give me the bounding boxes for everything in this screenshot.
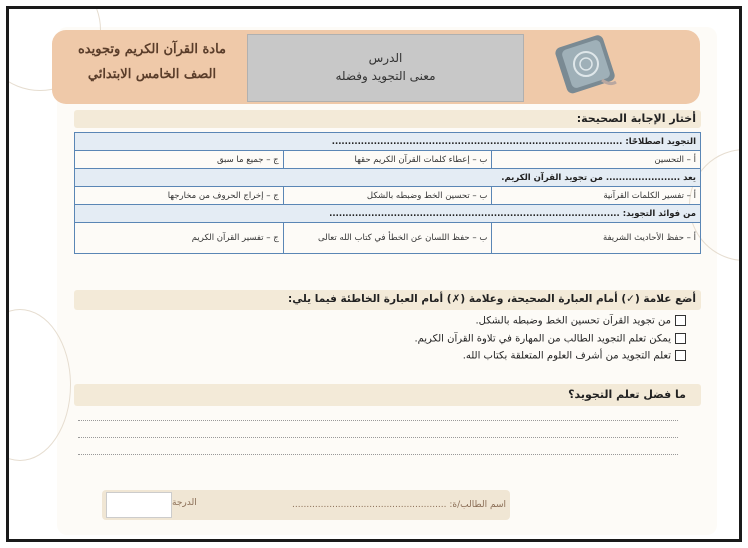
grade-level: الصف الخامس الابتدائي bbox=[87, 67, 217, 82]
checkbox[interactable] bbox=[675, 333, 686, 344]
true-false-item bbox=[414, 333, 686, 345]
answer-option[interactable]: أ – تفسير الكلمات القرآنية bbox=[492, 187, 701, 205]
answer-option[interactable]: ب – إعطاء كلمات القرآن الكريم حقها bbox=[283, 151, 492, 169]
question-stem: التجويد اصطلاحًا: .......................................................................................... bbox=[75, 133, 701, 151]
true-false-item bbox=[463, 350, 686, 362]
checkbox[interactable] bbox=[675, 350, 686, 361]
quran-book-icon bbox=[554, 34, 618, 94]
grade-box[interactable] bbox=[106, 492, 172, 518]
mcq-table bbox=[74, 132, 701, 254]
lesson-label: الدرس bbox=[368, 51, 403, 65]
student-name-field[interactable]: اسم الطالب/ة: ...................................................... bbox=[292, 500, 506, 510]
lesson-title-box bbox=[247, 34, 524, 102]
answer-line[interactable] bbox=[78, 420, 678, 421]
answer-line[interactable] bbox=[78, 437, 678, 438]
statement-text: يمكن تعلم التجويد الطالب من المهارة في تلاوة القرآن الكريم. bbox=[414, 333, 671, 345]
answer-option[interactable]: أ – حفظ الأحاديث الشريفة bbox=[492, 223, 701, 254]
answer-line[interactable] bbox=[78, 454, 678, 455]
answer-option[interactable]: ج – إخراج الحروف من مخارجها bbox=[75, 187, 284, 205]
subject-block bbox=[62, 34, 242, 96]
grade-label: الدرجة bbox=[172, 498, 197, 508]
subject-name: مادة القرآن الكريم وتجويده bbox=[77, 42, 227, 57]
statement-text: تعلم التجويد من أشرف العلوم المتعلقة بكتاب الله. bbox=[462, 350, 671, 362]
section3-title: ما فضل تعلم التجويد؟ bbox=[568, 388, 686, 401]
answer-option[interactable]: ج – تفسير القرآن الكريم bbox=[75, 223, 284, 254]
answer-option[interactable]: ب – تحسين الخط وضبطه بالشكل bbox=[283, 187, 492, 205]
answer-option[interactable]: ب – حفظ اللسان عن الخطأ في كتاب الله تعالى bbox=[283, 223, 492, 254]
section2-title: أضع علامة (✓) أمام العبارة الصحيحة، وعلامة (✗) أمام العبارة الخاطئة فيما يلي: bbox=[288, 293, 696, 305]
answer-option[interactable]: ج – جميع ما سبق bbox=[75, 151, 284, 169]
question-stem: من فوائد التجويد: .......................................................................................... bbox=[75, 205, 701, 223]
answer-option[interactable]: أ – التحسين bbox=[492, 151, 701, 169]
statement-text: من تجويد القرآن تحسين الخط وضبطه بالشكل. bbox=[475, 315, 671, 327]
question-stem: يعد ....................... من تجويد القرآن الكريم. bbox=[75, 169, 701, 187]
checkbox[interactable] bbox=[675, 315, 686, 326]
true-false-item bbox=[475, 315, 686, 327]
section1-title: أختار الإجابة الصحيحة: bbox=[576, 112, 696, 125]
lesson-title: معنى التجويد وفضله bbox=[335, 69, 436, 83]
